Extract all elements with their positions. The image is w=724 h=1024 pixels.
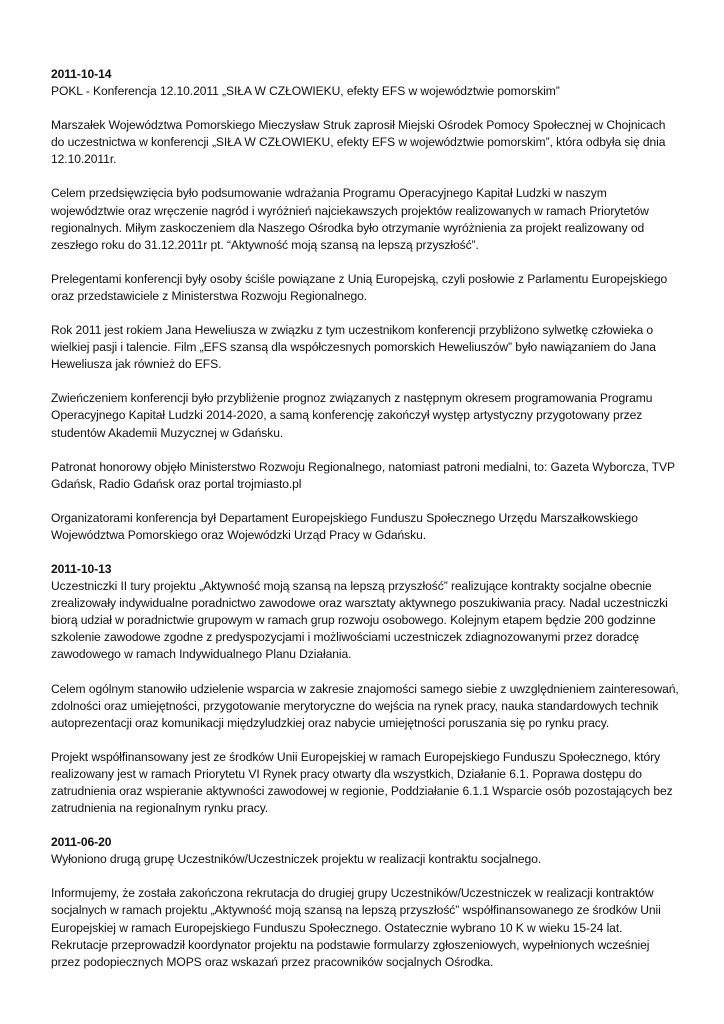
entry-paragraph: Prelegentami konferencji były osoby ściśle powiązane z Unią Europejską, czyli posłowie z Parlamentu Europejskiego oraz przedstawiciele z Ministerstwa Rozwoju Regionalnego. (51, 271, 668, 303)
entry-paragraph: Organizatorami konferencja był Departament Europejskiego Funduszu Społecznego Urzędu Marszałkowskiego Województwa Pomorskiego oraz Wojewódzki Urząd Pracy w Gdańsku. (51, 510, 638, 542)
entry-paragraph: Celem ogólnym stanowiło udzielenie wsparcia w zakresie znajomości samego siebie z uwzględnieniem zainteresowań, zdolności oraz umiejętności, przygotowanie merytoryczne do wejścia na rynek pracy, nauka standardowych technik autoprezentacji oraz komunikacji międzyludzkiej oraz nabycie umiejętności poruszania się po rynku pracy. (51, 681, 679, 730)
entry-paragraph: Uczestniczki II tury projektu „Aktywność moją szansą na lepszą przyszłość” realizujące kontrakty socjalne obecnie zrealizowały indywidualne poradnictwo zawodowe oraz warsztaty aktywnego poszukiwania pracy. Nadal uczestniczki biorą udział w poradnictwie grupowym w ramach grup rozwoju osobowego. Kolejnym etapem będzie 200 godzinne szkolenie zawodowe zgodne z predyspozycjami i możliwościami uczestniczek zdiagnozowanymi przez doradcę zawodowego w ramach Indywidualnego Planu Działania. (51, 579, 668, 662)
entry-paragraph: Celem przedsięwzięcia było podsumowanie wdrażania Programu Operacyjnego Kapitał Ludzki w naszym województwie oraz wręczenie nagród i wyróżnień najciekawszych projektów realizowanych w ramach Priorytetów regionalnych. Miłym zaskoczeniem dla Naszego Ośrodka było otrzymanie wyróżnienia za projekt realizowany od zeszłego roku do 31.12.2011r pt. “Aktywność moją szansą na lepszą przyszłość”. (51, 186, 649, 252)
entry-date: 2011-06-20 (51, 835, 112, 850)
entry-paragraph: Zwieńczeniem konferencji było przybliżenie prognoz związanych z następnym okresem programowania Programu Operacyjnego Kapitał Ludzki 2014-2020, a samą konferencję zakończył występ artystyczny przygotowany przez studentów Akademii Muzycznej w Gdańsku. (51, 391, 653, 440)
entry-title: POKL - Konferencja 12.10.2011 „SIŁA W CZŁOWIEKU, efekty EFS w województwie pomorskim” (51, 84, 560, 99)
entry-paragraph: Rok 2011 jest rokiem Jana Heweliusza w związku z tym uczestnikom konferencji przybliżono sylwetkę człowieka o wielkiej pasji i talencie. Film „EFS szansą dla współczesnych pomorskich Heweliuszów” było nawiązaniem do Jana Heweliusza jak również do EFS. (51, 323, 656, 372)
entry-title: Wyłoniono drugą grupę Uczestników/Uczestniczek projektu w realizacji kontraktu socjalnego. (51, 852, 542, 867)
entry-paragraph: Marszałek Województwa Pomorskiego Mieczysław Struk zaprosił Miejski Ośrodek Pomocy Społecznej w Chojnicach do uczestnictwa w konferencji „SIŁA W CZŁOWIEKU, efekty EFS w województwie pomorskim”, która odbyła się dnia 12.10.2011r. (51, 118, 666, 167)
entry-paragraph: Informujemy, że została zakończona rekrutacja do drugiej grupy Uczestników/Uczestniczek w realizacji kontraktów socjalnych w ramach projektu „Aktywność moją szansą na lepszą przyszłość” współfinansowanego ze środków Unii Europejskiej w ramach Europejskiego Funduszu Społecznego. Ostatecznie wybrano 10 K w wieku 15-24 lat. Rekrutacje przeprowadził koordynator projektu na podstawie formularzy zgłoszeniowych, wypełnionych wcześniej przez podopiecznych MOPS oraz wskazań przez pracowników socjalnych Ośrodka. (51, 886, 661, 969)
entry-paragraph: Patronat honorowy objęło Ministerstwo Rozwoju Regionalnego, natomiast patroni medialni, to: Gazeta Wyborcza, TVP Gdańsk, Radio Gdańsk oraz portal trojmiasto.pl (51, 459, 675, 491)
news-entry (51, 66, 679, 544)
entry-paragraph: Projekt współfinansowany jest ze środków Unii Europejskiej w ramach Europejskiego Funduszu Społecznego, który realizowany jest w ramach Priorytetu VI Rynek pracy otwarty dla wszystkich, Działanie 6.1. Poprawa dostępu do zatrudnienia oraz wspieranie aktywności zawodowej w regionie, Poddziałanie 6.1.1 Wsparcie osób pozostających bez zatrudnienia na regionalnym rynku pracy. (51, 749, 673, 816)
entry-date: 2011-10-14 (51, 67, 112, 81)
entry-date: 2011-10-13 (51, 561, 112, 576)
news-entry (51, 834, 679, 971)
news-entry (51, 561, 679, 817)
document-page (51, 66, 679, 988)
